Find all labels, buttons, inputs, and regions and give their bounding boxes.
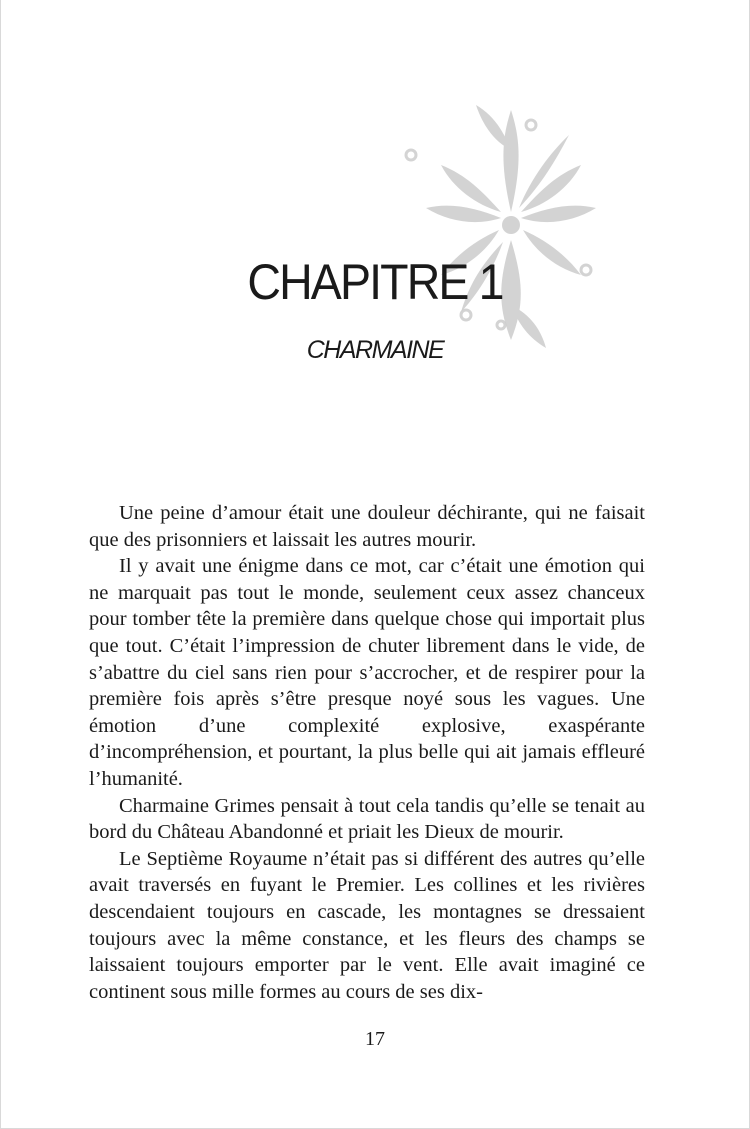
page-number: 17: [365, 1028, 385, 1050]
chapter-body: [89, 500, 645, 1005]
chapter-subtitle: CHARMAINE: [306, 336, 444, 364]
paragraph: Charmaine Grimes pensait à tout cela tandis qu’elle se tenait au bord du Château Abandonné et priait les Dieux de mourir.: [89, 794, 645, 844]
paragraph: Une peine d’amour était une douleur déchirante, qui ne faisait que des prisonniers et laissait les autres mourir.: [89, 502, 645, 551]
chapter-title: CHAPITRE 1: [247, 254, 503, 310]
paragraph: Il y avait une énigme dans ce mot, car c’était une émotion qui ne marquait pas tout le monde, seulement ceux assez chanceux pour tomber tête la première dans quelque chose qui importait plus que tout. C’était l’impression de chuter librement dans le vide, de s’abattre du ciel sans rien pour s’accrocher, et de respirer pour la première fois après s’être presque noyé sous les vagues. Une émotion d’une complexité explosive, exaspérante d’incompréhension, et pourtant, la plus belle qui ait jamais effleuré l’humanité.: [89, 555, 645, 790]
paragraph: Le Septième Royaume n’était pas si différent des autres qu’elle avait traversés en fuyant le Premier. Les collines et les rivières descendaient toujours en cascade, les montagnes se dressaient toujours avec la même constance, et les fleurs des champs se laissaient toujours emporter par le vent. Elle avait imaginé ce continent sous mille formes au cours de ses dix-: [89, 847, 645, 1003]
snowflake-ornament-icon: [381, 90, 621, 360]
